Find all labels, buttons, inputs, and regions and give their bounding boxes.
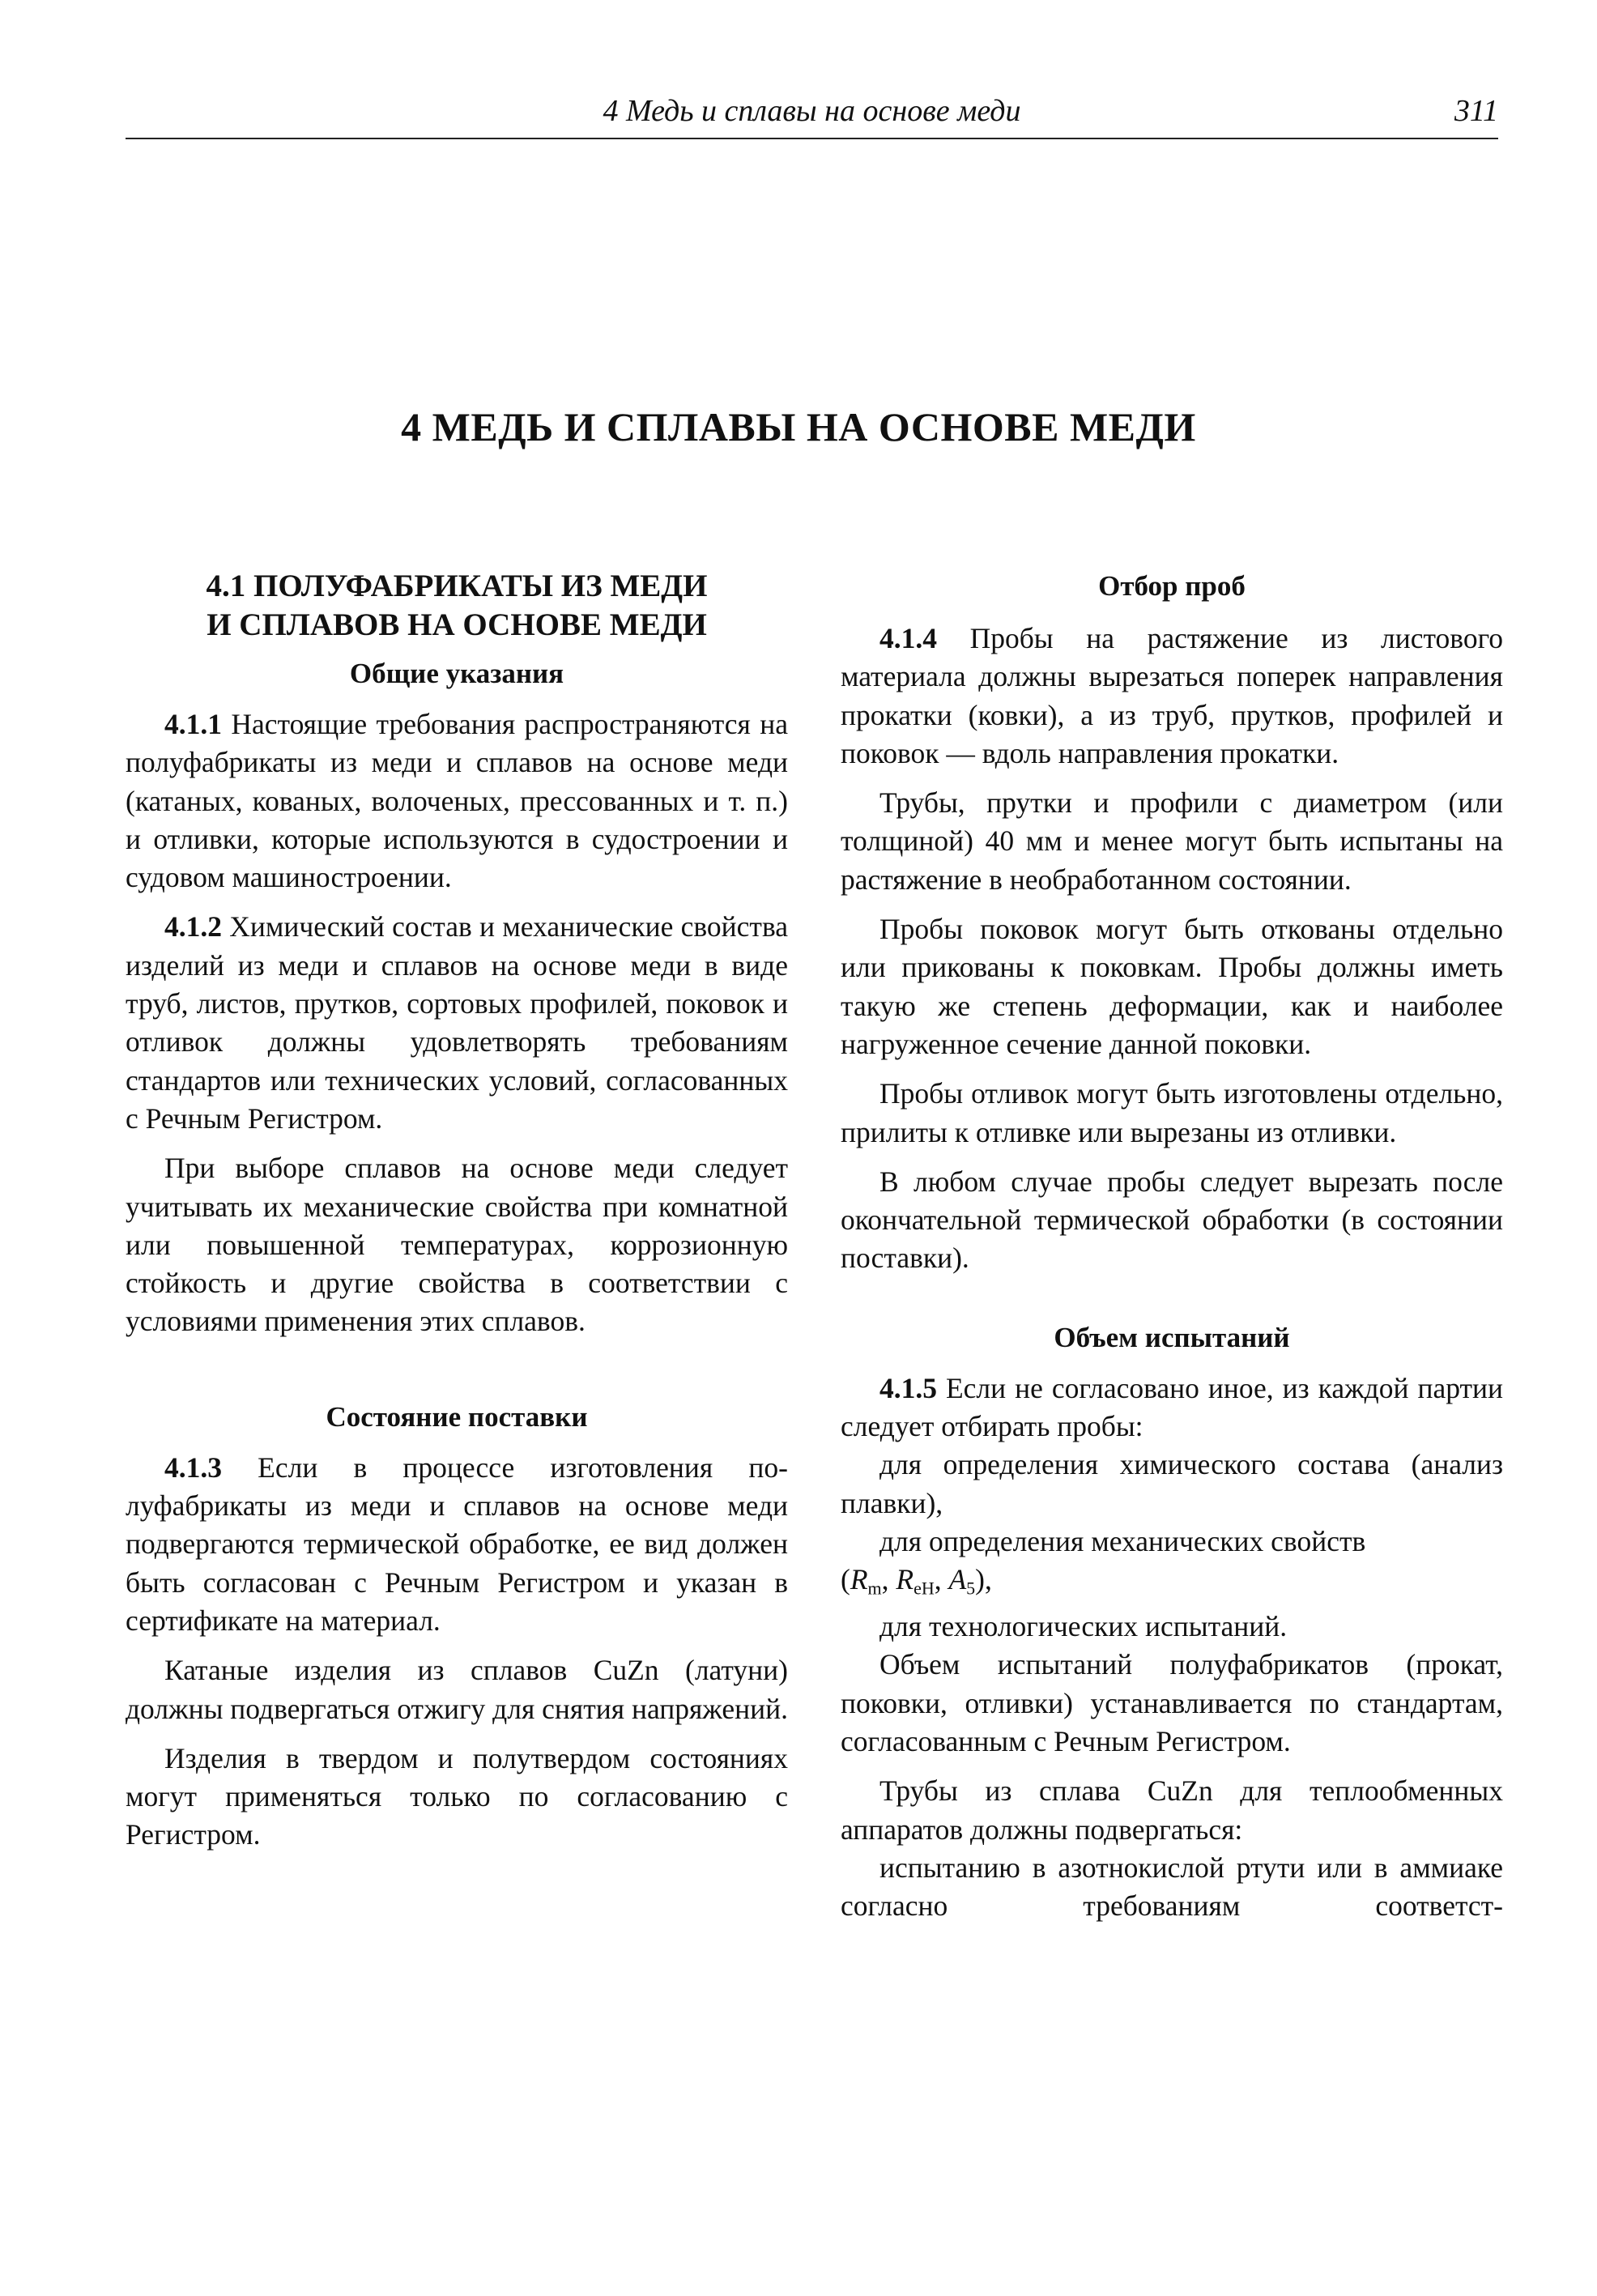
list-item-technological: для технологических испытаний. xyxy=(879,1610,1288,1643)
paragraph-text: Если не согласовано иное, из каждой партии следует отбирать пробы: xyxy=(841,1371,1503,1443)
paragraph-text: для определения механических свойств xyxy=(879,1524,1366,1557)
symbol-open: ( xyxy=(841,1563,850,1596)
clause-number: 4.1.3 xyxy=(164,1450,222,1484)
paragraph-annealing: Катаные изделия из сплавов CuZn (латуни) должны подвергаться отжигу для снятия напряжений. xyxy=(126,1654,788,1725)
paragraph-mercury-test: испытанию в азотнокислой ртути или в аммиаке согласно требованиям соответст- xyxy=(841,1851,1503,1923)
list-item-chemical: для определения химического состава (анализ плавки), xyxy=(841,1448,1503,1519)
section-title-line2: И СПЛАВОВ НА ОСНОВЕ МЕДИ xyxy=(207,607,707,642)
list-item-mechanical xyxy=(841,1523,1503,1608)
paragraph-text: Пробы на растяжение из листового материала должны вырезаться поперек направления прокатки (ковки), а из труб, прутков, профилей и поковок — вдоль направления прокатки. xyxy=(841,622,1503,769)
paragraph-text: Если в процессе изготовления полуфабрикаты из меди и сплавов на основе меди подвергаются термической обработке, ее вид должен быть согласован с Речным Регистром и указан в сертификате на материал. xyxy=(126,1450,788,1637)
symbol-sub-eh: eH xyxy=(913,1578,935,1599)
left-column xyxy=(126,567,788,1855)
running-title: 4 Медь и сплавы на основе меди xyxy=(603,94,1021,128)
subhead-scope: Объем испытаний xyxy=(1054,1321,1290,1353)
symbol-r: R xyxy=(896,1563,914,1596)
symbol-sub-m: m xyxy=(867,1578,882,1599)
section-title-line1: 4.1 ПОЛУФАБРИКАТЫ ИЗ МЕДИ xyxy=(206,569,708,603)
paragraph-4-1-2 xyxy=(126,908,788,1138)
chapter-title: 4 МЕДЬ И СПЛАВЫ НА ОСНОВЕ МЕДИ xyxy=(401,404,1196,449)
paragraph-forgings: Пробы поковок могут быть откованы отдельно или прикованы к поковкам. Пробы должны иметь такую же степень деформации, как и наиболее нагруженное сечение данной поковки. xyxy=(841,913,1503,1060)
symbol-a: A xyxy=(948,1563,967,1596)
paragraph-alloy-choice: При выборе сплавов на основе меди следует учитывать их механические свойства при комнатной или повышенной температурах, коррозионную стойкость и другие свойства в соответствии с условиями применения этих сплавов. xyxy=(126,1152,788,1338)
running-header xyxy=(126,91,1498,139)
symbol-close: ), xyxy=(975,1563,992,1596)
clause-number: 4.1.4 xyxy=(879,622,937,654)
paragraph-castings: Пробы отливок могут быть изготовлены отдельно, прилиты к отливке или вырезаны из отливки. xyxy=(841,1077,1503,1148)
paragraph-hard-states: Изделия в твердом и полутвердом состояниях могут применяться только по согласованию с Регистром. xyxy=(126,1741,788,1851)
paragraph-4-1-1 xyxy=(126,705,788,897)
paragraph-4-1-3 xyxy=(126,1449,788,1640)
paragraph-text: Химический состав и механические свойства изделий из меди и сплавов на основе меди в виде труб, листов, прутков, сортовых профилей, поковок и отливок должны удовлетворять требованиям стандартов или технических условий, согласованных с Речным Регистром. xyxy=(126,910,788,1135)
symbol-sep: , xyxy=(881,1563,896,1596)
paragraph-tubes-bars: Трубы, прутки и профили с диаметром (или толщиной) 40 мм и менее могут быть испытаны на растяжение в необработанном состоянии. xyxy=(841,786,1503,896)
symbol-sub-5: 5 xyxy=(966,1578,976,1599)
page-number: 311 xyxy=(1454,94,1498,128)
section-title xyxy=(126,567,788,645)
clause-number: 4.1.1 xyxy=(164,708,222,740)
paragraph-4-1-5 xyxy=(841,1370,1503,1446)
clause-number: 4.1.5 xyxy=(879,1371,937,1404)
subhead-sampling: Отбор проб xyxy=(1098,570,1246,602)
symbol-r: R xyxy=(850,1563,868,1596)
paragraph-4-1-4 xyxy=(841,620,1503,773)
paragraph-text: Настоящие требования распространяются на полуфабрикаты из меди и сплавов на основе меди (катаных, кованых, волоченых, прессованных и т. п.) и отливки, которые используются в судостроении и судовом машиностроении. xyxy=(126,708,788,894)
paragraph-cuzn-tubes: Трубы из сплава CuZn для теплообменных аппаратов должны подвергаться: xyxy=(841,1774,1503,1846)
clause-number: 4.1.2 xyxy=(164,910,222,944)
paragraph-scope-standards: Объем испытаний полуфабрикатов (прокат, поковки, отливки) устанавливается по стандартам, согласованным с Речным Регистром. xyxy=(841,1648,1503,1758)
right-column xyxy=(841,567,1503,1926)
subhead-general: Общие указания xyxy=(349,658,564,689)
paragraph-cutting: В любом случае пробы следует вырезать после окончательной термической обработки (в состоянии поставки). xyxy=(841,1165,1503,1275)
symbol-sep: , xyxy=(934,1563,949,1596)
subhead-delivery: Состояние поставки xyxy=(326,1400,588,1433)
